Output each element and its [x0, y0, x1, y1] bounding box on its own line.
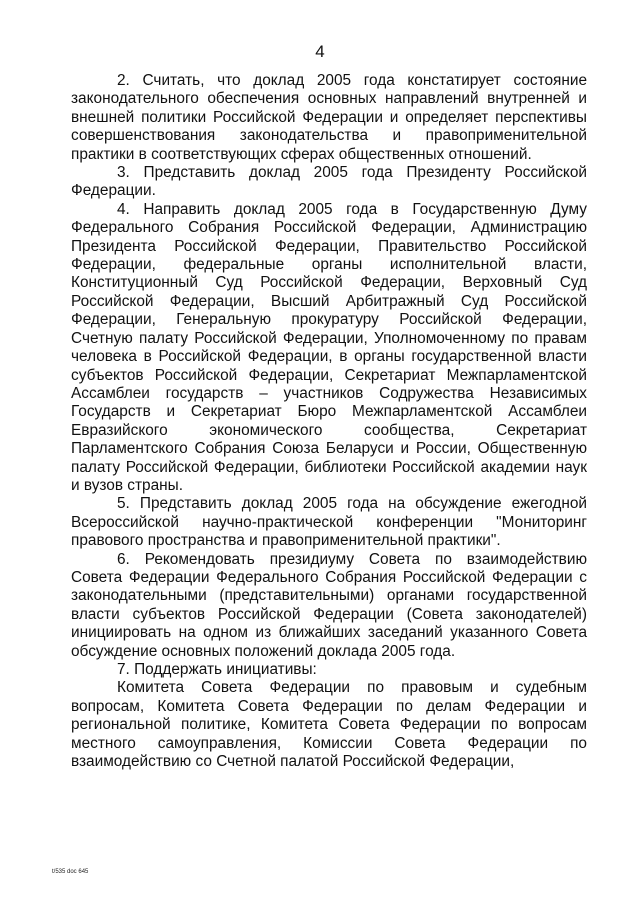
footer-file-code: t/535 doc 645	[52, 869, 89, 875]
paragraph-item-6: 6. Рекомендовать президиуму Совета по взаимодействию Совета Федерации Федерального Собрания Российской Федерации с законодательными (представительными) органами государственной власти субъектов Российской Федерации (Совета законодателей) инициировать на одном из ближайших заседаний указанного Совета обсуждение основных положений доклада 2005 года.	[71, 550, 587, 660]
paragraph-item-4: 4. Направить доклад 2005 года в Государственную Думу Федерального Собрания Российской Федерации, Администрацию Президента Российской Федерации, Правительство Российской Федерации, федеральные органы исполнительной власти, Конституционный Суд Российской Федерации, Верховный Суд Российской Федерации, Высший Арбитражный Суд Российской Федерации, Генеральную прокуратуру Российской Федерации, Счетную палату Российской Федерации, Уполномоченному по правам человека в Российской Федерации, в органы государственной власти субъектов Российской Федерации, Секретариат Межпарламентской Ассамблеи государств – участников Содружества Независимых Государств и Секретариат Бюро Межпарламентской Ассамблеи Евразийского экономического сообщества, Секретариат Парламентского Собрания Союза Беларуси и России, Общественную палату Российской Федерации, библиотеки Российской академии наук и вузов страны.	[71, 200, 587, 494]
document-body	[71, 72, 587, 771]
paragraph-item-3: 3. Представить доклад 2005 года Президенту Российской Федерации.	[71, 164, 587, 200]
paragraph-item-2: 2. Считать, что доклад 2005 года констатирует состояние законодательного обеспечения основных направлений внутренней и внешней политики Российской Федерации и определяет перспективы совершенствования законодательства и правоприменительной практики в соответствующих сферах общественных отношений.	[71, 72, 587, 163]
paragraph-item-5: 5. Представить доклад 2005 года на обсуждение ежегодной Всероссийской научно-практической конференции "Мониторинг правового пространства и правоприменительной практики".	[71, 495, 587, 550]
paragraph-item-7: 7. Поддержать инициативы:	[117, 661, 317, 678]
page-number: 4	[315, 42, 325, 61]
paragraph-committees: Комитета Совета Федерации по правовым и судебным вопросам, Комитета Совета Федерации по делам Федерации и региональной политике, Комитета Совета Федерации по вопросам местного самоуправления, Комиссии Совета Федерации по взаимодействию со Счетной палатой Российской Федерации,	[71, 679, 587, 771]
